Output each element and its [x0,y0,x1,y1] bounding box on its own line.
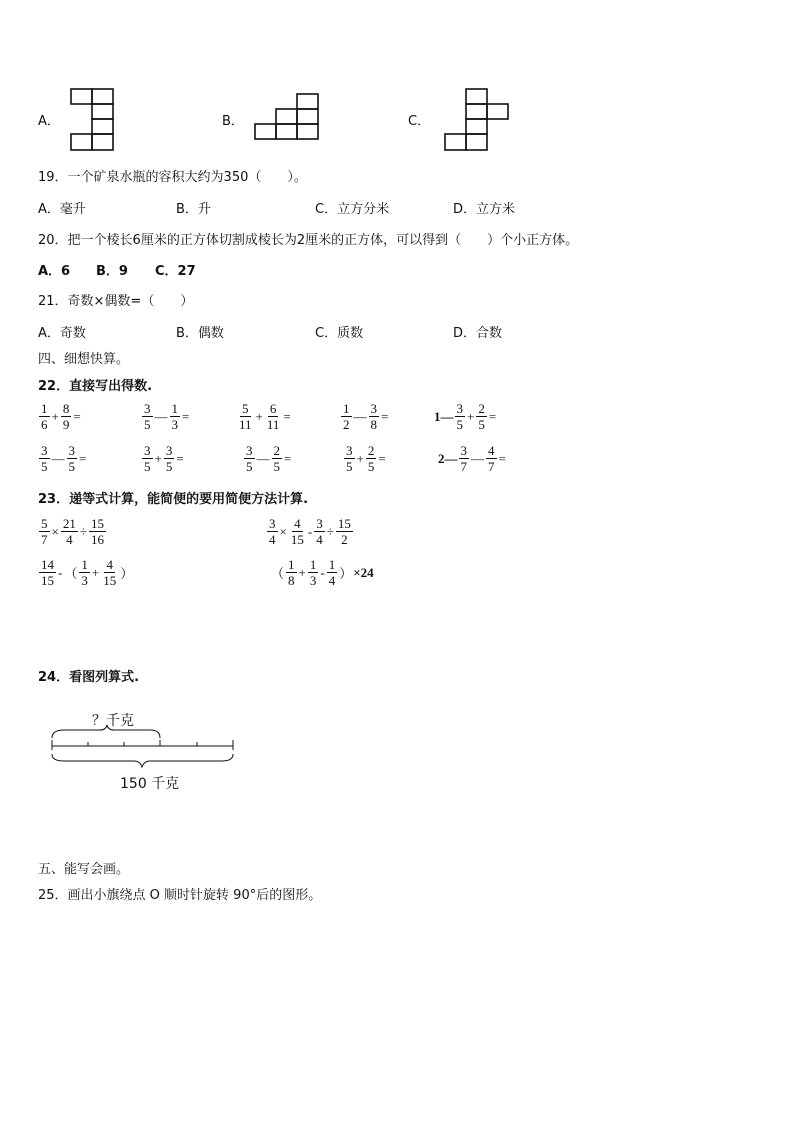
q24-top-label: ？千克 [92,713,134,729]
fraction: $\frac{3}{5}$ [456,401,463,432]
q23-expr-3: $\frac{14}{15}$ - （ $\frac{1}{3}$ + $\frac{4}{15}$ ） [41,557,134,588]
q22-expr-9: $\frac{3}{5}$ + $\frac{2}{5}$ = [346,443,386,474]
q20-question: 20．把一个棱长6厘米的正方体切割成棱长为2厘米的正方体，可以得到（ ）个小正方体。 [38,233,579,248]
q18-option-a-label: A． [38,114,60,129]
fraction: $\frac{14}{15}$ [41,557,54,588]
q22-expr-2: $\frac{3}{5}$ — $\frac{1}{3}$ = [144,401,190,432]
fraction: $\frac{1}{6}$ [41,401,48,432]
q19-question: 19．一个矿泉水瓶的容积大约为350（ ）。 [38,170,307,185]
q21-question: 21．奇数×偶数=（ ） [38,294,194,309]
fraction: $\frac{15}{16}$ [90,516,104,547]
fraction: $\frac{4}{15}$ [103,557,117,588]
q20-option-c: C．27 [155,264,196,279]
fraction: $\frac{5}{11}$ [239,401,252,432]
q21-option-d: D．合数 [453,326,503,341]
q18-option-c-label: C． [408,114,431,129]
q23-expr-4: （ $\frac{1}{8}$ + $\frac{1}{3}$ - $\frac{1}{4}$ ） ×24 [271,557,374,588]
fraction: $\frac{4}{15}$ [290,516,304,547]
fraction: $\frac{6}{11}$ [266,401,280,432]
q19-option-b: B．升 [176,202,211,217]
fraction: $\frac{8}{9}$ [62,401,70,432]
q20-option-a: A．6 [38,264,71,279]
q22-expr-6: $\frac{3}{5}$ — $\frac{3}{5}$ = [41,443,87,474]
q22-expr-7: $\frac{3}{5}$ + $\frac{3}{5}$ = [144,443,184,474]
q24-bottom-label: 150 千克 [120,776,180,792]
fraction: $\frac{3}{7}$ [460,443,467,474]
q24-segment-diagram [50,724,236,772]
fraction: $\frac{3}{5}$ [144,401,151,432]
fraction: $\frac{3}{8}$ [370,401,377,432]
q18-option-b-label: B． [222,114,244,129]
q23-expr-1: $\frac{5}{7}$ × $\frac{21}{4}$ ÷ $\frac{15}{16}$ [41,516,104,547]
fraction: $\frac{3}{5}$ [41,443,48,474]
section5-title: 五、能写会画。 [38,862,130,877]
fraction: $\frac{1}{3}$ [81,557,88,588]
q22-expr-10: 2— $\frac{3}{7}$ — $\frac{4}{7}$ = [438,443,506,474]
fraction: $\frac{3}{4}$ [269,516,276,547]
q22-expr-8: $\frac{3}{5}$ — $\frac{2}{5}$ = [246,443,292,474]
q18-option-a-figure [70,88,114,152]
fraction: $\frac{1}{2}$ [343,401,350,432]
fraction: $\frac{21}{4}$ [62,516,76,547]
q21-option-b: B．偶数 [176,326,224,341]
q19-option-c: C．立方分米 [315,202,390,217]
q24-question: 24．看图列算式. [38,670,140,685]
fraction: $\frac{4}{7}$ [488,443,495,474]
fraction: $\frac{1}{4}$ [328,557,336,588]
fraction: $\frac{5}{7}$ [41,516,48,547]
fraction: $\frac{3}{5}$ [144,443,151,474]
fraction: $\frac{3}{4}$ [316,516,323,547]
q23-expr-2: $\frac{3}{4}$ × $\frac{4}{15}$ - $\frac{3}{4}$ ÷ $\frac{15}{2}$ [269,516,351,547]
q22-expr-3: $\frac{5}{11}$ + $\frac{6}{11}$ = [239,401,291,432]
fraction: $\frac{3}{5}$ [246,443,253,474]
q20-option-b: B．9 [96,264,128,279]
fraction: $\frac{3}{5}$ [165,443,173,474]
section4-title: 四、细想快算。 [38,352,130,367]
fraction: $\frac{1}{3}$ [171,401,178,432]
q19-option-a: A．毫升 [38,202,86,217]
fraction: $\frac{2}{5}$ [478,401,485,432]
q19-option-d: D．立方米 [453,202,516,217]
fraction: $\frac{15}{2}$ [337,516,351,547]
q21-option-a: A．奇数 [38,326,86,341]
q21-option-c: C．质数 [315,326,364,341]
fraction: $\frac{2}{5}$ [367,443,375,474]
q18-option-b-figure [254,93,320,141]
q22-expr-4: $\frac{1}{2}$ — $\frac{3}{8}$ = [343,401,389,432]
q22-question: 22．直接写出得数. [38,379,153,394]
fraction: $\frac{1}{8}$ [288,557,295,588]
q22-expr-5: 1— $\frac{3}{5}$ + $\frac{2}{5}$ = [434,401,497,432]
fraction: $\frac{3}{5}$ [68,443,75,474]
q22-expr-1: $\frac{1}{6}$ + $\frac{8}{9}$ = [41,401,81,432]
q23-question: 23．递等式计算，能简便的要用简便方法计算. [38,492,309,507]
q25-question: 25．画出小旗绕点 O 顺时针旋转 90°后的图形。 [38,888,322,903]
fraction: $\frac{2}{5}$ [273,443,280,474]
q18-option-c-figure [444,88,510,152]
fraction: $\frac{3}{5}$ [346,443,353,474]
fraction: $\frac{1}{3}$ [309,557,317,588]
